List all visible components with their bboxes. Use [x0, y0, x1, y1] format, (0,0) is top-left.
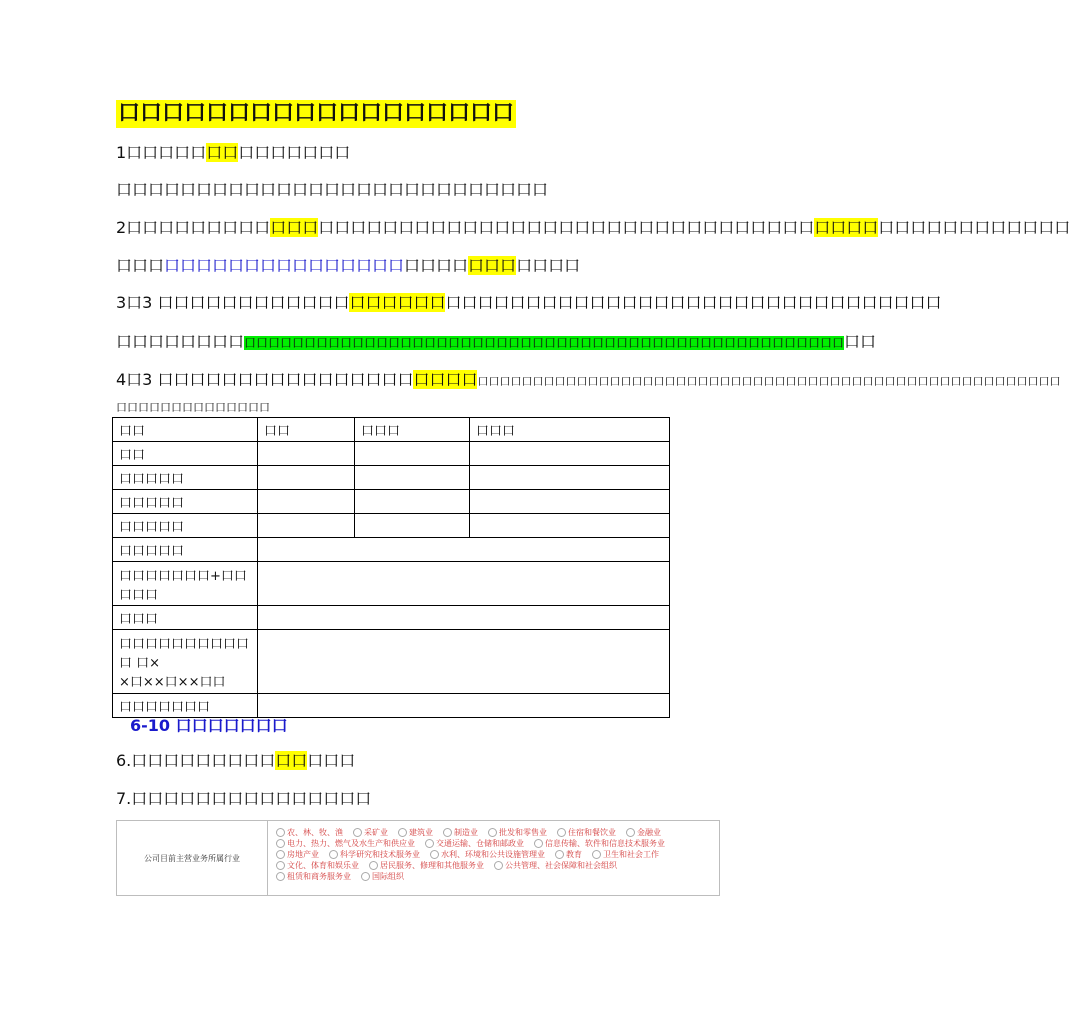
table-cell: 口口口口口 [113, 490, 258, 514]
q2a-suffix: 口口口口口口口口口口口口 [878, 218, 1070, 237]
q4-prefix: 4口3 口口口口口口口口口口口口口口口口 [116, 370, 414, 389]
q2b-mid: 口口口口 [404, 256, 469, 275]
table-header-cell: 口口 [113, 418, 258, 442]
industry-option[interactable] [276, 827, 343, 838]
table-cell: 口口 [113, 442, 258, 466]
question-1 [116, 143, 350, 163]
industry-option[interactable] [276, 838, 415, 849]
industry-option-label: 电力、热力、燃气及水生产和供应业 [287, 839, 415, 848]
industry-option-label: 居民服务、修理和其他服务业 [380, 861, 484, 870]
industry-option-label: 国际组织 [372, 872, 404, 881]
question-2-line-2 [116, 256, 580, 276]
q4-rest: 口口口口口口口口口口口口口口口口口口口口口口口口口口口口口口口口口口口口口口口口口口口口口口口口口口口口口 [477, 375, 1061, 388]
radio-icon[interactable] [329, 850, 338, 859]
question-3-line-2 [116, 332, 876, 353]
industry-option[interactable] [398, 827, 433, 838]
question-1-body: 口口口口口口口口口口口口口口口口口口口口口口口口口口口 [116, 180, 549, 199]
radio-icon[interactable] [353, 828, 362, 837]
q3a-highlight: 口口口口口口 [349, 293, 446, 312]
radio-icon[interactable] [494, 861, 503, 870]
table-cell[interactable] [470, 442, 670, 466]
industry-option[interactable] [488, 827, 547, 838]
q2b-prefix: 口口口 [116, 256, 165, 275]
radio-icon[interactable] [430, 850, 439, 859]
table-cell[interactable] [258, 562, 670, 606]
industry-option-label: 农、林、牧、渔 [287, 828, 343, 837]
radio-icon[interactable] [276, 828, 285, 837]
table-row [113, 442, 670, 466]
industry-option[interactable] [494, 860, 617, 871]
q6-suffix: 口口口 [307, 751, 356, 770]
industry-option-label: 信息传输、软件和信息技术服务业 [545, 839, 665, 848]
q2b-highlight: 口口口 [468, 256, 517, 275]
q3b-suffix: 口口 [844, 332, 877, 351]
industry-options [268, 821, 719, 895]
table-cell[interactable] [470, 490, 670, 514]
q2a-prefix: 2口口口口口口口口口 [116, 218, 271, 237]
table-cell: 口口口口口 [113, 514, 258, 538]
industry-option-label: 公共管理、社会保障和社会组织 [505, 861, 617, 870]
table-row [113, 466, 670, 490]
q2a-mid: 口口口口口口口口口口口口口口口口口口口口口口口口口口口口口口口 [318, 218, 815, 237]
table-cell: 口口口口口 [113, 538, 258, 562]
industry-option-label: 金融业 [637, 828, 661, 837]
q3b-prefix: 口口口口口口口口 [116, 332, 245, 351]
table-row [113, 562, 670, 606]
table-row [113, 514, 670, 538]
q6-highlight: 口口 [275, 751, 308, 770]
industry-option[interactable] [361, 871, 404, 882]
radio-icon[interactable] [276, 850, 285, 859]
q2a-highlight-1: 口口口 [270, 218, 319, 237]
industry-option-label: 制造业 [454, 828, 478, 837]
table-cell[interactable] [258, 466, 355, 490]
page-title: 口口口口口口口口口口口口口口口口口口 [118, 101, 515, 126]
radio-icon[interactable] [592, 850, 601, 859]
question-3-line-1 [116, 293, 941, 313]
radio-icon[interactable] [555, 850, 564, 859]
table-row [113, 490, 670, 514]
question-7: 7.口口口口口口口口口口口口口口口 [116, 789, 372, 808]
industry-option-label: 采矿业 [364, 828, 388, 837]
industry-option-label: 文化、体育和娱乐业 [287, 861, 359, 870]
radio-icon[interactable] [488, 828, 497, 837]
industry-option-label: 房地产业 [287, 850, 319, 859]
radio-icon[interactable] [398, 828, 407, 837]
table-cell[interactable] [355, 514, 470, 538]
table-cell: 口口口口口 [113, 466, 258, 490]
industry-option[interactable] [626, 827, 661, 838]
question-4-line-2: 口口口口口口口口口口口口口口 [116, 401, 270, 414]
table-cell[interactable] [258, 490, 355, 514]
table-header-cell: 口口口 [355, 418, 470, 442]
industry-option[interactable] [369, 860, 484, 871]
industry-option[interactable] [592, 849, 659, 860]
table-cell[interactable] [258, 514, 355, 538]
industry-option-label: 租赁和商务服务业 [287, 872, 351, 881]
radio-icon[interactable] [276, 872, 285, 881]
radio-icon[interactable] [443, 828, 452, 837]
table-cell[interactable] [470, 514, 670, 538]
table-cell[interactable] [258, 538, 670, 562]
industry-option[interactable] [276, 849, 319, 860]
industry-option[interactable] [443, 827, 478, 838]
table-cell[interactable] [258, 694, 670, 718]
question-6 [116, 751, 355, 771]
industry-option[interactable] [534, 838, 665, 849]
industry-option-label: 教育 [566, 850, 582, 859]
radio-icon[interactable] [425, 839, 434, 848]
industry-option-label: 交通运输、仓储和邮政业 [436, 839, 524, 848]
q2b-blue-text: 口口口口口口口口口口口口口口口 [164, 256, 405, 275]
table-cell[interactable] [470, 466, 670, 490]
radio-icon[interactable] [626, 828, 635, 837]
table-row [113, 606, 670, 630]
q3b-green-highlight: 口口口口口口口口口口口口口口口口口口口口口口口口口口口口口口口口口口口口口口口口口口口口口口口口口口 [244, 336, 845, 350]
radio-icon[interactable] [276, 839, 285, 848]
table-cell[interactable] [355, 442, 470, 466]
table-row [113, 538, 670, 562]
table-cell: 口口口口口口口口口口口 口× ×口××口××口口 [113, 630, 258, 694]
table-cell[interactable] [355, 466, 470, 490]
q4-highlight: 口口口口 [413, 370, 478, 389]
q1-highlight: 口口 [206, 143, 239, 162]
table-cell: 口口口口口口口 [113, 694, 258, 718]
industry-option[interactable] [430, 849, 545, 860]
section-heading: 6-10 口口口口口口口 [130, 716, 288, 735]
radio-icon[interactable] [361, 872, 370, 881]
radio-icon[interactable] [369, 861, 378, 870]
table-header-row [113, 418, 670, 442]
table-header-cell: 口口 [258, 418, 355, 442]
q2b-suffix: 口口口口 [516, 256, 581, 275]
industry-option[interactable] [555, 849, 582, 860]
q3a-suffix: 口口口口口口口口口口口口口口口口口口口口口口口口口口口口口口口 [445, 293, 942, 312]
table-cell: 口口口口口口口+口口口口口 [113, 562, 258, 606]
question-2-line-1 [116, 218, 1070, 238]
radio-icon[interactable] [276, 861, 285, 870]
industry-option[interactable] [353, 827, 388, 838]
table-cell[interactable] [355, 490, 470, 514]
table-cell[interactable] [258, 630, 670, 694]
industry-option[interactable] [276, 860, 359, 871]
industry-option[interactable] [329, 849, 420, 860]
q3a-prefix: 3口3 口口口口口口口口口口口口 [116, 293, 350, 312]
q1-prefix: 1口口口口口 [116, 143, 207, 162]
info-table [112, 417, 670, 718]
industry-option[interactable] [557, 827, 616, 838]
radio-icon[interactable] [557, 828, 566, 837]
table-cell[interactable] [258, 606, 670, 630]
industry-option-label: 建筑业 [409, 828, 433, 837]
q2a-highlight-2: 口口口口 [814, 218, 879, 237]
industry-option-label: 住宿和餐饮业 [568, 828, 616, 837]
industry-question-screenshot [116, 820, 720, 896]
table-header-cell: 口口口 [470, 418, 670, 442]
industry-label: 公司目前主营业务所属行业 [117, 821, 268, 895]
table-row [113, 630, 670, 694]
q1-suffix: 口口口口口口口 [238, 143, 351, 162]
industry-option-label: 水利、环境和公共设施管理业 [441, 850, 545, 859]
radio-icon[interactable] [534, 839, 543, 848]
question-4-line-1 [116, 370, 1060, 392]
table-cell: 口口口 [113, 606, 258, 630]
industry-option-label: 批发和零售业 [499, 828, 547, 837]
industry-option[interactable] [425, 838, 524, 849]
industry-option[interactable] [276, 871, 351, 882]
industry-option-label: 卫生和社会工作 [603, 850, 659, 859]
table-cell[interactable] [258, 442, 355, 466]
q6-prefix: 6.口口口口口口口口口 [116, 751, 276, 770]
industry-option-label: 科学研究和技术服务业 [340, 850, 420, 859]
